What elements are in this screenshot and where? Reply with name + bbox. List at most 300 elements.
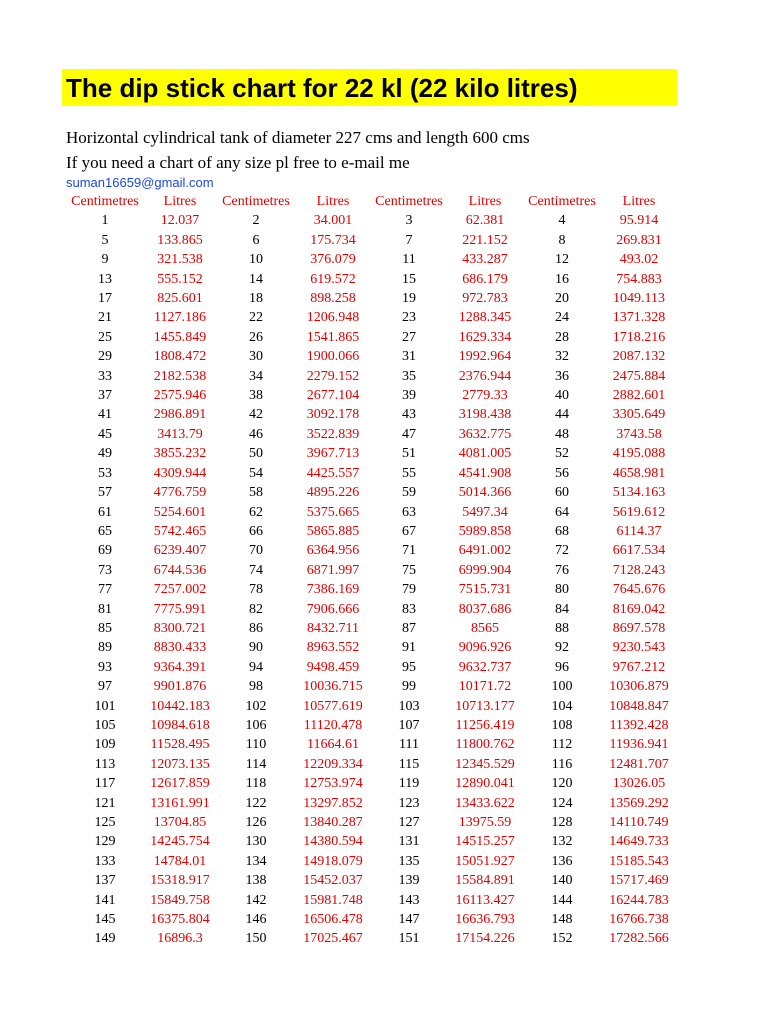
litres-cell: 5989.858	[458, 523, 512, 539]
centimetres-cell: 2	[252, 213, 260, 229]
litres-cell: 3743.58	[616, 426, 662, 442]
litres-cell: 17025.467	[303, 931, 363, 947]
litres-cell: 6491.002	[458, 543, 512, 559]
centimetres-cell: 114	[245, 756, 267, 772]
litres-cell: 16636.793	[455, 912, 515, 928]
centimetres-cell: 63	[402, 504, 416, 520]
table-row	[66, 755, 676, 774]
litres-cell: 16506.478	[303, 912, 363, 928]
centimetres-cell: 129	[94, 834, 116, 850]
table-body	[66, 211, 676, 948]
litres-cell: 13840.287	[303, 815, 363, 830]
litres-cell: 898.258	[310, 291, 356, 307]
litres-cell: 1992.964	[458, 349, 512, 365]
litres-cell: 686.179	[462, 271, 508, 287]
litres-cell: 2475.884	[612, 368, 666, 384]
centimetres-cell: 72	[555, 543, 569, 559]
litres-cell: 15584.891	[455, 873, 515, 889]
centimetres-cell: 122	[245, 795, 267, 811]
header-centimetres: Centimetres	[375, 194, 443, 209]
litres-cell: 16896.3	[157, 931, 203, 947]
litres-cell: 14784.01	[153, 853, 207, 869]
litres-cell: 11800.762	[455, 737, 515, 753]
litres-cell: 3855.232	[153, 446, 207, 462]
litres-cell: 12481.707	[609, 756, 669, 772]
centimetres-cell: 148	[551, 912, 573, 928]
table-row	[66, 600, 676, 619]
litres-cell: 8432.711	[307, 620, 359, 636]
litres-cell: 3092.178	[306, 407, 360, 423]
litres-cell: 11528.495	[150, 737, 210, 753]
centimetres-cell: 25	[98, 329, 112, 345]
contact-note: If you need a chart of any size pl free to e-mail me	[66, 153, 410, 172]
centimetres-cell: 115	[398, 756, 420, 772]
litres-cell: 4081.005	[458, 446, 512, 462]
centimetres-cell: 70	[249, 543, 263, 559]
litres-cell: 825.601	[157, 291, 203, 307]
table-row	[66, 910, 676, 929]
centimetres-cell: 3	[405, 213, 413, 229]
table-row	[66, 638, 676, 657]
litres-cell: 376.079	[310, 252, 356, 268]
litres-cell: 11392.428	[609, 717, 669, 733]
centimetres-cell: 119	[398, 776, 420, 792]
centimetres-cell: 89	[98, 640, 112, 656]
litres-cell: 15717.469	[609, 873, 669, 889]
litres-cell: 6364.956	[306, 543, 360, 559]
centimetres-cell: 93	[98, 659, 112, 675]
litres-cell: 12073.135	[150, 756, 210, 772]
litres-cell: 13569.292	[609, 795, 669, 811]
header-centimetres: Centimetres	[222, 194, 290, 209]
centimetres-cell: 150	[245, 931, 267, 947]
centimetres-cell: 32	[555, 349, 569, 365]
centimetres-cell: 128	[551, 815, 573, 830]
litres-cell: 62.381	[465, 213, 505, 229]
litres-cell: 6617.534	[612, 543, 666, 559]
centimetres-cell: 147	[398, 912, 420, 928]
litres-cell: 34.001	[313, 213, 353, 229]
centimetres-cell: 20	[555, 291, 569, 307]
litres-cell: 6114.37	[616, 523, 662, 539]
centimetres-cell: 126	[245, 815, 267, 830]
centimetres-cell: 4	[558, 213, 566, 229]
centimetres-cell: 57	[98, 485, 112, 501]
centimetres-cell: 42	[249, 407, 263, 423]
litres-cell: 8697.578	[612, 620, 666, 636]
centimetres-cell: 94	[249, 659, 263, 675]
centimetres-cell: 68	[555, 523, 569, 539]
litres-cell: 4541.908	[458, 465, 512, 481]
litres-cell: 13297.852	[303, 795, 363, 811]
litres-cell: 16244.783	[609, 892, 669, 908]
litres-cell: 12753.974	[303, 776, 363, 792]
centimetres-cell: 60	[555, 485, 569, 501]
litres-cell: 754.883	[616, 271, 662, 287]
centimetres-cell: 65	[98, 523, 112, 539]
table-row	[66, 541, 676, 560]
centimetres-cell: 30	[249, 349, 263, 365]
table-row	[66, 697, 676, 716]
litres-cell: 3413.79	[157, 426, 203, 442]
litres-cell: 15318.917	[150, 873, 210, 889]
centimetres-cell: 141	[94, 892, 116, 908]
centimetres-cell: 80	[555, 582, 569, 598]
litres-cell: 17154.226	[455, 931, 515, 947]
litres-cell: 11120.478	[303, 717, 363, 733]
litres-cell: 5134.163	[612, 485, 666, 501]
centimetres-cell: 22	[249, 310, 263, 326]
litres-cell: 10577.619	[303, 698, 363, 714]
litres-cell: 6999.904	[458, 562, 512, 578]
litres-cell: 13433.622	[455, 795, 515, 811]
litres-cell: 5742.465	[153, 523, 207, 539]
litres-cell: 14515.257	[455, 834, 515, 850]
centimetres-cell: 44	[555, 407, 569, 423]
centimetres-cell: 79	[402, 582, 416, 598]
litres-cell: 15452.037	[303, 873, 363, 889]
litres-cell: 7386.169	[306, 582, 360, 598]
centimetres-cell: 61	[98, 504, 112, 520]
centimetres-cell: 27	[402, 329, 416, 345]
centimetres-cell: 123	[398, 795, 420, 811]
centimetres-cell: 84	[555, 601, 569, 617]
table-row	[66, 522, 676, 541]
litres-cell: 8169.042	[612, 601, 666, 617]
litres-cell: 1127.186	[154, 310, 206, 326]
centimetres-cell: 24	[555, 310, 569, 326]
litres-cell: 4309.944	[153, 465, 207, 481]
centimetres-cell: 40	[555, 388, 569, 404]
centimetres-cell: 31	[402, 349, 416, 365]
centimetres-cell: 6	[252, 232, 260, 248]
centimetres-cell: 37	[98, 388, 112, 404]
litres-cell: 6239.407	[153, 543, 207, 559]
centimetres-cell: 96	[555, 659, 569, 675]
tank-description: Horizontal cylindrical tank of diameter 227 cms and length 600 cms	[66, 128, 530, 147]
centimetres-cell: 135	[398, 853, 420, 869]
centimetres-cell: 133	[94, 853, 116, 869]
centimetres-cell: 106	[245, 717, 267, 733]
litres-cell: 2087.132	[612, 349, 666, 365]
centimetres-cell: 5	[101, 232, 109, 248]
centimetres-cell: 17	[98, 291, 112, 307]
centimetres-cell: 46	[249, 426, 263, 442]
litres-cell: 7906.666	[306, 601, 360, 617]
table-row	[66, 405, 676, 424]
litres-cell: 6744.536	[153, 562, 207, 578]
litres-cell: 2882.601	[612, 388, 666, 404]
litres-cell: 2279.152	[306, 368, 360, 384]
centimetres-cell: 13	[98, 271, 112, 287]
centimetres-cell: 109	[94, 737, 116, 753]
litres-cell: 9632.737	[458, 659, 512, 675]
table-row	[66, 716, 676, 735]
table-row	[66, 580, 676, 599]
centimetres-cell: 73	[98, 562, 112, 578]
centimetres-cell: 134	[245, 853, 267, 869]
centimetres-cell: 132	[551, 834, 573, 850]
table-row	[66, 735, 676, 754]
centimetres-cell: 100	[551, 679, 573, 695]
litres-cell: 321.538	[157, 252, 203, 268]
table-row	[66, 425, 676, 444]
litres-cell: 8565	[471, 620, 499, 636]
centimetres-cell: 143	[398, 892, 420, 908]
litres-cell: 9498.459	[306, 659, 360, 675]
table-row	[66, 289, 676, 308]
centimetres-cell: 103	[398, 698, 420, 714]
litres-cell: 1718.216	[612, 329, 666, 345]
litres-cell: 433.287	[462, 252, 508, 268]
litres-cell: 10713.177	[455, 698, 515, 714]
table-header-row	[66, 192, 676, 211]
centimetres-cell: 43	[402, 407, 416, 423]
table-row	[66, 813, 676, 832]
litres-cell: 1455.849	[153, 329, 207, 345]
centimetres-cell: 144	[551, 892, 573, 908]
centimetres-cell: 131	[398, 834, 420, 850]
centimetres-cell: 14	[249, 271, 263, 287]
litres-cell: 9767.212	[612, 659, 666, 675]
email-link[interactable]: suman16659@gmail.com	[66, 175, 214, 190]
litres-cell: 16375.804	[150, 912, 210, 928]
centimetres-cell: 130	[245, 834, 267, 850]
centimetres-cell: 139	[398, 873, 420, 889]
table-row	[66, 794, 676, 813]
litres-cell: 9901.876	[153, 679, 207, 695]
centimetres-cell: 39	[402, 388, 416, 404]
litres-cell: 13704.85	[153, 815, 207, 830]
centimetres-cell: 87	[402, 620, 416, 636]
litres-cell: 10984.618	[150, 717, 210, 733]
centimetres-cell: 121	[94, 795, 116, 811]
litres-cell: 12617.859	[150, 776, 210, 792]
litres-cell: 10848.847	[609, 698, 669, 714]
centimetres-cell: 50	[249, 446, 263, 462]
centimetres-cell: 138	[245, 873, 267, 889]
table-row	[66, 619, 676, 638]
litres-cell: 1629.334	[458, 329, 512, 345]
centimetres-cell: 111	[399, 737, 419, 753]
table-row	[66, 386, 676, 405]
centimetres-cell: 16	[555, 271, 569, 287]
centimetres-cell: 117	[94, 776, 116, 792]
litres-cell: 619.572	[310, 271, 356, 287]
centimetres-cell: 48	[555, 426, 569, 442]
centimetres-cell: 116	[551, 756, 573, 772]
table-row	[66, 852, 676, 871]
litres-cell: 13161.991	[150, 795, 210, 811]
litres-cell: 10036.715	[303, 679, 363, 695]
centimetres-cell: 64	[555, 504, 569, 520]
centimetres-cell: 76	[555, 562, 569, 578]
litres-cell: 14245.754	[150, 834, 210, 850]
litres-cell: 95.914	[619, 213, 659, 229]
centimetres-cell: 47	[402, 426, 416, 442]
table-row	[66, 677, 676, 696]
litres-cell: 2182.538	[153, 368, 207, 384]
title-banner	[62, 69, 677, 106]
centimetres-cell: 69	[98, 543, 112, 559]
table-row	[66, 270, 676, 289]
centimetres-cell: 104	[551, 698, 573, 714]
centimetres-cell: 82	[249, 601, 263, 617]
centimetres-cell: 58	[249, 485, 263, 501]
litres-cell: 8037.686	[458, 601, 512, 617]
litres-cell: 5619.612	[612, 504, 666, 520]
table-row	[66, 871, 676, 890]
litres-cell: 1206.948	[306, 310, 360, 326]
litres-cell: 493.02	[619, 252, 659, 268]
litres-cell: 1541.865	[306, 329, 360, 345]
litres-cell: 1288.345	[458, 310, 512, 326]
litres-cell: 9230.543	[612, 640, 666, 656]
centimetres-cell: 54	[249, 465, 263, 481]
litres-cell: 9364.391	[153, 659, 207, 675]
centimetres-cell: 66	[249, 523, 263, 539]
centimetres-cell: 11	[402, 252, 416, 268]
litres-cell: 16766.738	[609, 912, 669, 928]
table-row	[66, 929, 676, 948]
centimetres-cell: 49	[98, 446, 112, 462]
litres-cell: 133.865	[157, 232, 203, 248]
header-litres: Litres	[468, 194, 502, 209]
header-litres: Litres	[163, 194, 197, 209]
litres-cell: 5014.366	[458, 485, 512, 501]
centimetres-cell: 78	[249, 582, 263, 598]
centimetres-cell: 18	[249, 291, 263, 307]
litres-cell: 4658.981	[612, 465, 666, 481]
litres-cell: 3632.775	[458, 426, 512, 442]
centimetres-cell: 29	[98, 349, 112, 365]
centimetres-cell: 10	[249, 252, 263, 268]
centimetres-cell: 152	[551, 931, 573, 947]
table-row	[66, 561, 676, 580]
centimetres-cell: 8	[558, 232, 566, 248]
centimetres-cell: 86	[249, 620, 263, 636]
centimetres-cell: 71	[402, 543, 416, 559]
centimetres-cell: 102	[245, 698, 267, 714]
centimetres-cell: 36	[555, 368, 569, 384]
litres-cell: 3305.649	[612, 407, 666, 423]
litres-cell: 1049.113	[613, 291, 665, 307]
header-centimetres: Centimetres	[528, 194, 596, 209]
table-row	[66, 328, 676, 347]
centimetres-cell: 38	[249, 388, 263, 404]
centimetres-cell: 45	[98, 426, 112, 442]
litres-cell: 5254.601	[153, 504, 207, 520]
page-title: The dip stick chart for 22 kl (22 kilo litres)	[66, 73, 578, 103]
litres-cell: 12.037	[160, 213, 200, 229]
centimetres-cell: 12	[555, 252, 569, 268]
litres-cell: 12345.529	[455, 756, 515, 772]
litres-cell: 2986.891	[153, 407, 207, 423]
header-litres: Litres	[316, 194, 350, 209]
centimetres-cell: 101	[94, 698, 116, 714]
centimetres-cell: 125	[94, 815, 116, 830]
litres-cell: 9096.926	[458, 640, 512, 656]
centimetres-cell: 108	[551, 717, 573, 733]
centimetres-cell: 81	[98, 601, 112, 617]
litres-cell: 12209.334	[303, 756, 363, 772]
litres-cell: 1900.066	[306, 349, 360, 365]
litres-cell: 8300.721	[153, 620, 207, 636]
litres-cell: 14918.079	[303, 853, 363, 869]
table-row	[66, 774, 676, 793]
table-row	[66, 658, 676, 677]
centimetres-cell: 110	[245, 737, 267, 753]
litres-cell: 13975.59	[458, 815, 512, 830]
table-row	[66, 832, 676, 851]
litres-cell: 7515.731	[458, 582, 512, 598]
table-row	[66, 503, 676, 522]
dip-chart-table	[66, 192, 676, 949]
centimetres-cell: 15	[402, 271, 416, 287]
centimetres-cell: 151	[398, 931, 420, 947]
table-row	[66, 367, 676, 386]
table-row	[66, 347, 676, 366]
litres-cell: 15051.927	[455, 853, 515, 869]
centimetres-cell: 83	[402, 601, 416, 617]
litres-cell: 14110.749	[609, 815, 669, 830]
litres-cell: 2376.944	[458, 368, 512, 384]
table-row	[66, 444, 676, 463]
table-row	[66, 308, 676, 327]
centimetres-cell: 97	[98, 679, 112, 695]
litres-cell: 5865.885	[306, 523, 360, 539]
litres-cell: 555.152	[157, 271, 203, 287]
centimetres-cell: 90	[249, 640, 263, 656]
centimetres-cell: 92	[555, 640, 569, 656]
litres-cell: 6871.997	[306, 562, 360, 578]
centimetres-cell: 95	[402, 659, 416, 675]
litres-cell: 7645.676	[612, 582, 666, 598]
litres-cell: 1808.472	[153, 349, 207, 365]
litres-cell: 7775.991	[153, 601, 207, 617]
litres-cell: 4195.088	[612, 446, 666, 462]
centimetres-cell: 59	[402, 485, 416, 501]
litres-cell: 269.831	[616, 232, 662, 248]
litres-cell: 17282.566	[609, 931, 669, 947]
litres-cell: 10442.183	[150, 698, 210, 714]
litres-cell: 175.734	[310, 232, 356, 248]
litres-cell: 10306.879	[609, 679, 669, 695]
centimetres-cell: 34	[249, 368, 263, 384]
centimetres-cell: 140	[551, 873, 573, 889]
litres-cell: 7257.002	[153, 582, 207, 598]
litres-cell: 8963.552	[306, 640, 360, 656]
centimetres-cell: 55	[402, 465, 416, 481]
litres-cell: 10171.72	[458, 679, 512, 695]
centimetres-cell: 85	[98, 620, 112, 636]
litres-cell: 3967.713	[306, 446, 360, 462]
centimetres-cell: 21	[98, 310, 112, 326]
centimetres-cell: 136	[551, 853, 573, 869]
litres-cell: 2779.33	[462, 388, 508, 404]
centimetres-cell: 51	[402, 446, 416, 462]
litres-cell: 5497.34	[462, 504, 508, 520]
centimetres-cell: 124	[551, 795, 573, 811]
litres-cell: 3522.839	[306, 426, 360, 442]
centimetres-cell: 28	[555, 329, 569, 345]
centimetres-cell: 137	[94, 873, 116, 889]
centimetres-cell: 118	[245, 776, 267, 792]
centimetres-cell: 52	[555, 446, 569, 462]
centimetres-cell: 88	[555, 620, 569, 636]
litres-cell: 8830.433	[153, 640, 207, 656]
table-row	[66, 464, 676, 483]
